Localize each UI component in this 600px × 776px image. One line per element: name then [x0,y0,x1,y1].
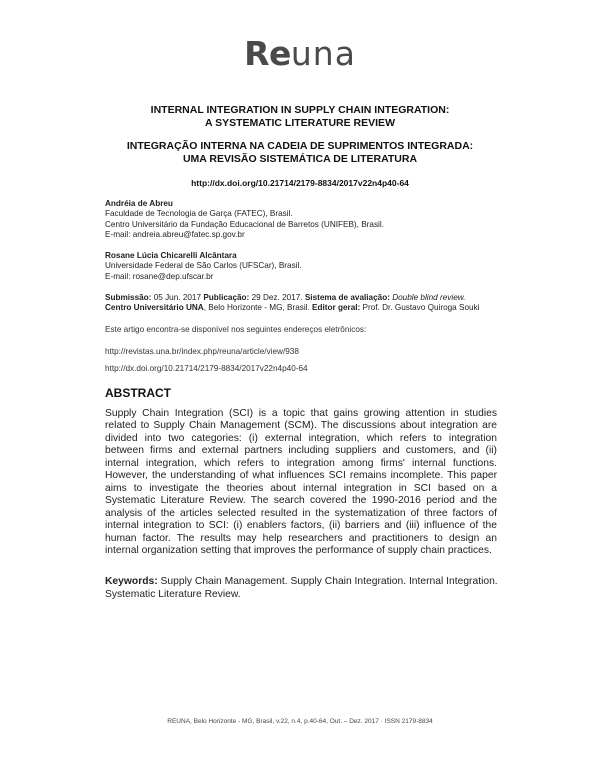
editor-name: Prof. Dr. Gustavo Quiroga Souki [360,303,480,313]
keywords [105,576,505,601]
evaluation-value: Double blind review. [389,293,466,302]
submission-line-2 [105,303,480,313]
evaluation-label: Sistema de avaliação: [304,293,390,302]
title-pt-line1: INTEGRAÇÃO INTERNA NA CADEIA DE SUPRIMENTOS INTEGRADA: [126,140,474,152]
author-affiliation: Universidade Federal de São Carlos (UFSCar), Brasil. [105,261,302,271]
availability-note: Este artigo encontra-se disponível nos seguintes endereços eletrônicos: [105,325,367,334]
title-portuguese [0,140,600,166]
submission-date: 05 Jun. 2017 [151,293,204,302]
title-pt-line2: UMA REVISÃO SISTEMÁTICA DE LITERATURA [182,153,418,165]
author-email: E-mail: rosane@dep.ufscar.br [105,271,214,281]
keywords-list: Supply Chain Management. Supply Chain Integration. Internal Integration. Systematic Literature Review. [105,576,498,600]
submission-line-1 [105,293,480,303]
author-block-1 [105,199,384,241]
logo-part-re: Re [244,34,291,73]
abstract-text: Supply Chain Integration (SCI) is a topic that gains growing attention in studies related to Supply Chain Management (SCM). The discussions about integration are divided into two categories: (i) external integration, which refers to integration between firms and external partners including suppliers and customers, and (ii) internal integration, which refers to integration among firms' internal functions. However, the understanding of what influences SCI remains incomplete. This paper aims to investigate the theories about internal integration in SCI based on a Systematic Literature Review. The search covered the 1990-2016 period and the analysis of the articles selected resulted in the systematization of three factors of internal integration to SCI: (i) enablers factors, (ii) barriers and (iii) influence of the human factor. The results may help researchers and practitioners to design an internal organization setting that improves the performance of supply chain practices. [105,408,497,556]
logo-part-una: una [290,34,356,73]
submission-info [105,293,480,314]
abstract-heading: ABSTRACT [105,386,171,400]
journal-logo [0,34,600,73]
article-doi-link[interactable]: http://dx.doi.org/10.21714/2179-8834/2017v22n4p40-64 [105,364,308,373]
publication-label: Publicação: [203,293,250,302]
author-block-2 [105,251,302,282]
page-footer: REUNA, Belo Horizonte - MG, Brasil, v.22, n.4, p.40-64, Out. – Dez. 2017 · ISSN 2179-8834 [167,718,433,725]
keywords-label: Keywords: [105,576,158,587]
author-affiliation: Centro Universitário da Fundação Educacional de Barretos (UNIFEB), Brasil. [105,219,384,229]
doi-link[interactable]: http://dx.doi.org/10.21714/2179-8834/2017v22n4p40-64 [191,178,409,188]
editor-label: Editor geral: [312,303,361,313]
publication-date: 29 Dez. 2017. [249,293,305,302]
author-affiliation: Faculdade de Tecnologia de Garça (FATEC), Brasil. [105,209,293,219]
article-url-link[interactable]: http://revistas.una.br/index.php/reuna/article/view/938 [105,347,299,356]
submission-label: Submissão: [105,293,152,302]
title-en-line2: A SYSTEMATIC LITERATURE REVIEW [205,117,395,129]
center-location: , Belo Horizonte - MG, Brasil. [203,303,313,313]
center-label: Centro Universitário UNA [105,303,204,313]
author-email: E-mail: andreia.abreu@fatec.sp.gov.br [105,230,245,240]
title-en-line1: INTERNAL INTEGRATION IN SUPPLY CHAIN INTEGRATION: [150,104,450,116]
author-name: Rosane Lúcia Chicarelli Alcântara [105,251,237,260]
author-name: Andréia de Abreu [105,199,173,208]
title-english [0,104,600,130]
